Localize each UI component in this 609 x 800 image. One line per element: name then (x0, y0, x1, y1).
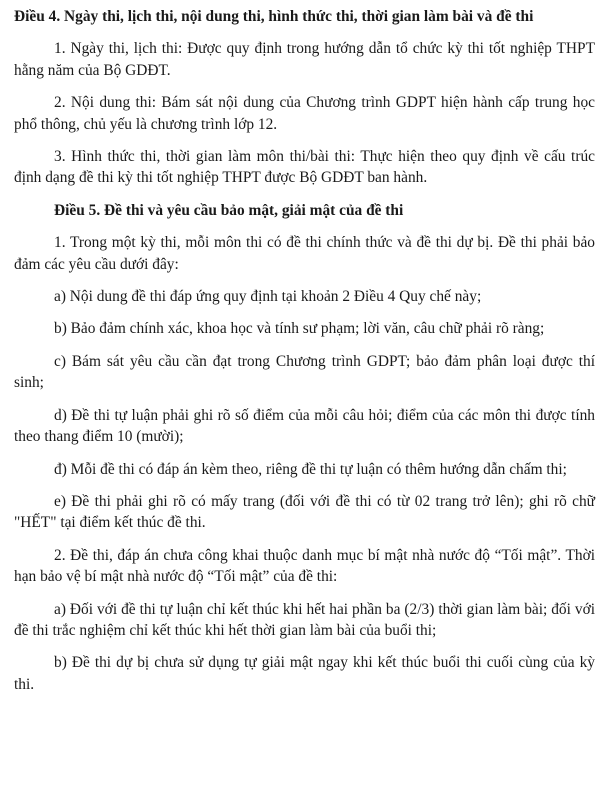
article-5-item-dd: đ) Mỗi đề thi có đáp án kèm theo, riêng đề thi tự luận có thêm hướng dẫn chấm thi; (54, 460, 567, 478)
article-5-item-d: d) Đề thi tự luận phải ghi rõ số điểm của mỗi câu hỏi; điểm của các môn thi được tính theo thang điểm 10 (mười); (14, 406, 595, 446)
article-5-paragraph-2-item-a: a) Đối với đề thi tự luận chỉ kết thúc khi hết hai phần ba (2/3) thời gian làm bài; đối với đề thi trắc nghiệm chỉ kết thúc khi hết thời gian làm bài của buổi thi; (14, 600, 595, 639)
article-5-heading: Điều 5. Đề thi và yêu cầu bảo mật, giải mật của đề thi (54, 201, 404, 219)
article-5-item-b: b) Bảo đảm chính xác, khoa học và tính sư phạm; lời văn, câu chữ phải rõ ràng; (54, 320, 545, 338)
article-4-paragraph-1: 1. Ngày thi, lịch thi: Được quy định trong hướng dẫn tổ chức kỳ thi tốt nghiệp THPT hằng năm của Bộ GDĐT. (14, 40, 595, 79)
article-5-item-e: e) Đề thi phải ghi rõ có mấy trang (đối với đề thi có từ 02 trang trở lên); ghi rõ chữ "HẾT" tại điểm kết thúc đề thi. (14, 492, 595, 532)
article-5-item-a: a) Nội dung đề thi đáp ứng quy định tại khoản 2 Điều 4 Quy chế này; (54, 288, 482, 306)
article-5-paragraph-2: 2. Đề thi, đáp án chưa công khai thuộc danh mục bí mật nhà nước độ “Tối mật”. Thời hạn bảo vệ bí mật nhà nước độ “Tối mật” của đề thi: (14, 546, 595, 586)
article-5-item-c: c) Bám sát yêu cầu cần đạt trong Chương trình GDPT; bảo đảm phân loại được thí sinh; (14, 352, 595, 392)
article-4-paragraph-3: 3. Hình thức thi, thời gian làm môn thi/bài thi: Thực hiện theo quy định về cấu trúc định dạng đề thi kỳ thi tốt nghiệp THPT được Bộ GDĐT ban hành. (14, 148, 595, 187)
article-4-paragraph-2: 2. Nội dung thi: Bám sát nội dung của Chương trình GDPT hiện hành cấp trung học phổ thông, chủ yếu là chương trình lớp 12. (14, 94, 595, 133)
article-5-paragraph-2-item-b: b) Đề thi dự bị chưa sử dụng tự giải mật ngay khi kết thúc buổi thi cuối cùng của kỳ thi. (14, 654, 595, 693)
article-5-paragraph-1: 1. Trong một kỳ thi, mỗi môn thi có đề thi chính thức và đề thi dự bị. Đề thi phải bảo đảm các yêu cầu dưới đây: (14, 234, 595, 273)
article-4-heading: Điều 4. Ngày thi, lịch thi, nội dung thi, hình thức thi, thời gian làm bài và đề thi (14, 8, 534, 25)
